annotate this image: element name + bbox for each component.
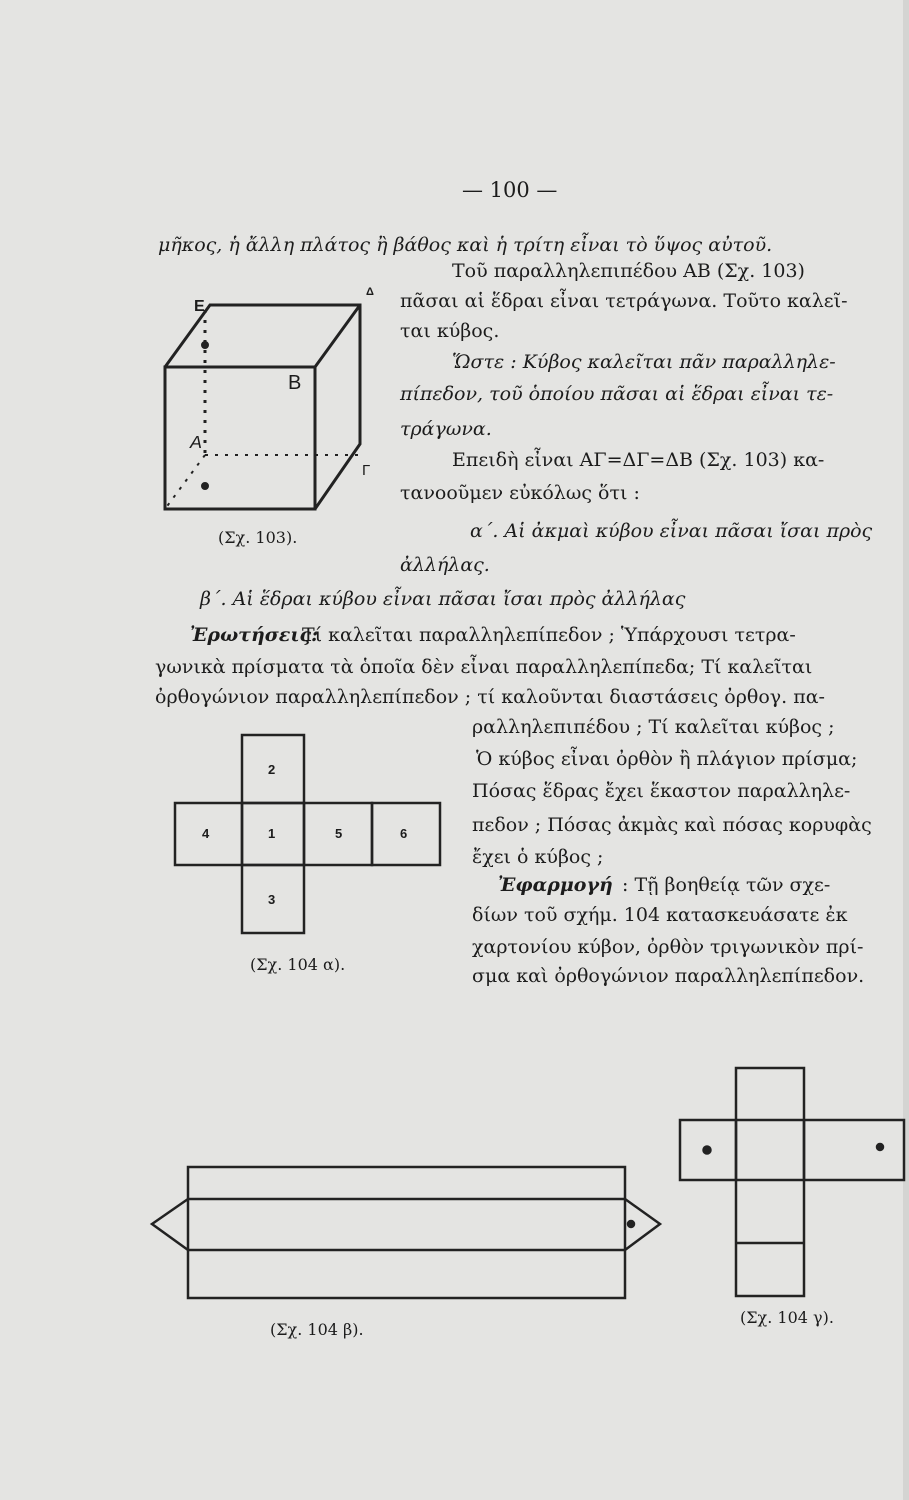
caption-fig-104c: (Σχ. 104 γ). <box>740 1308 834 1327</box>
net-face-1: 1 <box>268 826 276 841</box>
vertex-label-b: Β <box>288 372 302 394</box>
text-line-9: τανοοῦμεν εὐκόλως ὅτι : <box>400 482 640 504</box>
application-line-3: χαρτονίου κύβον, ὀρθὸν τριγωνικὸν πρί- <box>472 936 864 958</box>
text-line-3: πᾶσαι αἱ ἕδραι εἶναι τετράγωνα. Τοῦτο καλεῖ- <box>400 290 848 312</box>
text-line-10: α΄. Αἱ ἀκμαὶ κύβου εἶναι πᾶσαι ἴσαι πρὸς <box>470 520 873 542</box>
questions-heading: Ἐρωτήσεις: <box>190 624 319 646</box>
net-face-2: 2 <box>268 762 276 777</box>
question-line-3: ὀρθογώνιον παραλληλεπίπεδον ; τί καλοῦνται διαστάσεις ὀρθογ. πα- <box>155 686 825 708</box>
text-line-5: Ὥστε : Κύβος καλεῖται πᾶν παραλληλε- <box>452 351 836 373</box>
text-line-11: ἀλλήλας. <box>400 554 490 576</box>
question-line-4: ραλληλεπιπέδου ; Τί καλεῖται κύβος ; <box>472 716 835 738</box>
question-line-6: Πόσας ἕδρας ἔχει ἕκαστον παραλληλε- <box>472 780 851 802</box>
caption-fig-104b: (Σχ. 104 β). <box>270 1320 364 1339</box>
text-line-12: β΄. Αἱ ἕδραι κύβου εἶναι πᾶσαι ἴσαι πρὸς ἀλλήλας <box>200 588 686 610</box>
text-line-8: Επειδὴ εἶναι ΑΓ=ΔΓ=ΔΒ (Σχ. 103) κα- <box>452 449 825 471</box>
net-face-6: 6 <box>400 826 408 841</box>
net-face-3: 3 <box>268 892 276 907</box>
question-line-2: γωνικὰ πρίσματα τὰ ὁποῖα δὲν εἶναι παραλληλεπίπεδα; Τί καλεῖται <box>155 656 813 678</box>
question-line-8: ἔχει ὁ κύβος ; <box>472 846 604 868</box>
caption-fig-103: (Σχ. 103). <box>218 528 298 547</box>
net-face-4: 4 <box>202 826 210 841</box>
page-number: — 100 — <box>462 178 558 202</box>
text-line-6: πίπεδον, τοῦ ὁποίου πᾶσαι αἱ ἕδραι εἶναι τε- <box>400 383 834 405</box>
application-line-2: δίων τοῦ σχήμ. 104 κατασκευάσατε ἐκ <box>472 904 848 926</box>
text-line-4: ται κύβος. <box>400 320 500 342</box>
text-line-2: Τοῦ παραλληλεπιπέδου ΑΒ (Σχ. 103) <box>452 260 805 282</box>
question-line-5: Ὁ κύβος εἶναι ὀρθὸν ἢ πλάγιον πρίσμα; <box>476 748 858 770</box>
box-net-figure-104c <box>680 1068 904 1296</box>
cube-figure-103 <box>165 305 360 509</box>
prism-net-figure-104b <box>152 1167 660 1298</box>
caption-fig-104a: (Σχ. 104 α). <box>250 955 346 974</box>
application-line-1: : Τῇ βοηθείᾳ τῶν σχε- <box>622 874 831 896</box>
text-line-1: μῆκος, ἡ ἄλλη πλάτος ἢ βάθος καὶ ἡ τρίτη εἶναι τὸ ὕψος αὐτοῦ. <box>158 234 773 256</box>
vertex-label-e: Ε <box>194 298 205 315</box>
vertex-label-a: Α <box>190 432 203 452</box>
text-line-7: τράγωνα. <box>400 418 492 440</box>
net-face-5: 5 <box>335 826 343 841</box>
vertex-label-g: Γ <box>362 462 371 479</box>
vertex-label-d: Δ <box>366 286 374 298</box>
application-line-4: σμα καὶ ὀρθογώνιον παραλληλεπίπεδον. <box>472 965 865 987</box>
question-line-7: πεδον ; Πόσας ἀκμὰς καὶ πόσας κορυφὰς <box>472 814 872 836</box>
application-heading: Ἐφαρμογή <box>498 874 613 896</box>
question-line-1: Τί καλεῖται παραλληλεπίπεδον ; Ὑπάρχουσι τετρα- <box>302 624 796 646</box>
